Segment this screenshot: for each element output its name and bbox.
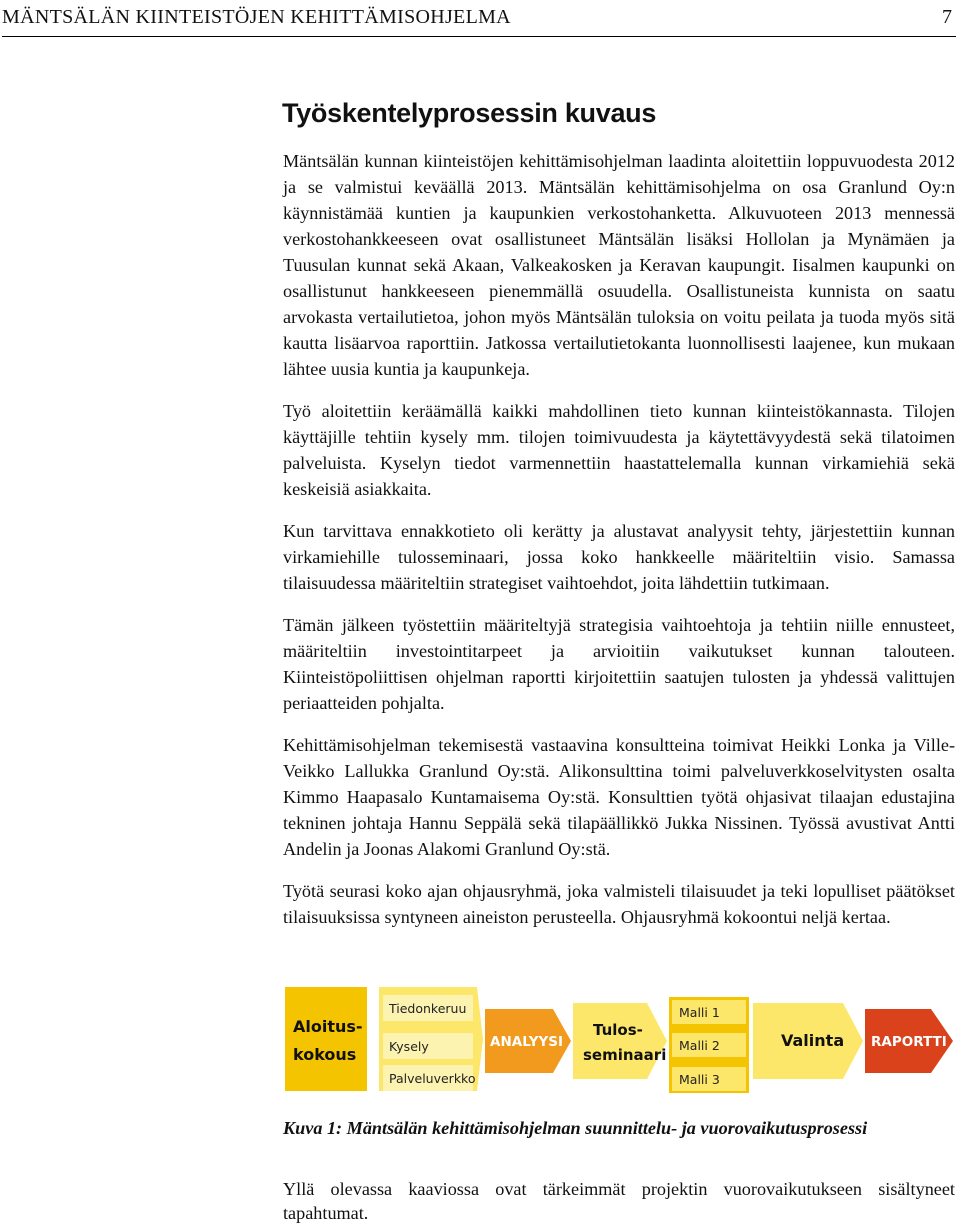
seminar-label-line2: seminaari xyxy=(583,1046,667,1064)
input-label-3: Palveluverkko xyxy=(389,1071,476,1086)
running-header xyxy=(2,2,956,37)
paragraph: Työ aloitettiin keräämällä kaikki mahdollinen tieto kunnan kiinteistökannasta. Tilojen käyttäjille tehtiin kysely mm. tilojen toimivuudesta ja käytettävyydestä sekä tilatoimen palveluista. Kyselyn tiedot varmennettiin haastattelemalla kunnan virkamiehiä sekä keskeisiä asiakkaita. xyxy=(283,401,955,499)
paragraph: Työtä seurasi koko ajan ohjausryhmä, joka valmisteli tilaisuudet ja teki lopulliset päätökset tilaisuuksissa syntyneen aineiston perusteella. Ohjausryhmä kokoontui neljä kertaa. xyxy=(283,881,955,927)
figure-caption: Kuva 1: Mäntsälän kehittämisohjelman suunnittelu- ja vuorovaikutusprosessi xyxy=(283,1118,868,1138)
start-label-line2: kokous xyxy=(293,1045,357,1064)
process-diagram xyxy=(283,985,955,1093)
input-label-2: Kysely xyxy=(389,1039,429,1054)
analysis-label: ANALYYSI xyxy=(490,1034,563,1050)
paragraph: Kun tarvittava ennakkotieto oli kerätty ja alustavat analyysit tehty, järjestettiin kunnan virkamiehille tulosseminaari, jossa koko hankkeelle määriteltiin visio. Samassa tilaisuudessa määriteltiin strategiset vaihtoehdot, joita lähdettiin tutkimaan. xyxy=(283,521,955,593)
selection-label: Valinta xyxy=(781,1031,845,1050)
body-text xyxy=(283,148,955,946)
model-label-2: Malli 2 xyxy=(679,1038,720,1053)
seminar-label-line1: Tulos- xyxy=(593,1021,643,1039)
inputs-arrow-tip xyxy=(477,987,483,1091)
paragraph: Tämän jälkeen työstettiin määriteltyjä strategisia vaihtoehtoja ja tehtiin niille ennusteet, määriteltiin investointitarpeet ja arvioitiin vaikutukset kunnan talouteen. Kiinteistöpoliittisen ohjelman raportti kirjoitettiin saatujen tulosten ja yhdessä valittujen periaatteiden pohjalta. xyxy=(283,615,955,713)
seminar-arrow xyxy=(573,1003,667,1079)
model-label-1: Malli 1 xyxy=(679,1005,720,1020)
closing-paragraph: Yllä olevassa kaaviossa ovat tärkeimmät projektin vuorovaikutukseen sisältyneet tapahtumat. xyxy=(283,1179,955,1223)
section-heading: Työskentelyprosessin kuvaus xyxy=(282,98,657,128)
start-label-line1: Aloitus- xyxy=(293,1017,363,1036)
start-box xyxy=(285,987,367,1091)
input-label-1: Tiedonkeruu xyxy=(389,1001,467,1016)
paragraph: Kehittämisohjelman tekemisestä vastaavina konsultteina toimivat Heikki Lonka ja Ville-Veikko Lallukka Granlund Oy:stä. Alikonsulttina toimi palveluverkkoselvitysten osalta Kimmo Haapasalo Kuntamaisema Oy:stä. Konsulttien työtä ohjasivat tilaajan edustajina tekninen johtaja Hannu Seppälä sekä tilapäällikkö Jukka Nissinen. Työssä avustivat Antti Andelin ja Joonas Alakomi Granlund Oy:stä. xyxy=(283,735,955,859)
model-label-3: Malli 3 xyxy=(679,1072,720,1087)
process-diagram-svg xyxy=(283,985,955,1093)
report-label: RAPORTTI xyxy=(871,1034,947,1050)
paragraph: Mäntsälän kunnan kiinteistöjen kehittämisohjelman laadinta aloitettiin loppuvuodesta 2012 ja se valmistui keväällä 2013. Mäntsälän kehittämisohjelma on osa Granlund Oy:n käynnistämää kuntien ja kaupunkien verkostohanketta. Alkuvuoteen 2013 mennessä verkostohankkeeseen ovat osallistuneet Mäntsälän lisäksi Hollolan ja Mynämäen ja Tuusulan kunnat sekä Akaan, Valkeakosken ja Keravan kaupungit. Iisalmen kaupunki on osallistunut hankkeeseen pienemmällä osuudella. Osallistuneista kunnista on saatu arvokasta vertailutietoa, johon myös Mäntsälän tuloksia on voitu peilata ja tuoda myös sitä kautta lisäarvoa raporttiin. Jatkossa vertailutietokanta luonnollisesti laajenee, kun mukaan lähtee uusia kuntia ja kaupunkeja. xyxy=(283,151,955,379)
document-title: MÄNTSÄLÄN KIINTEISTÖJEN KEHITTÄMISOHJELMA xyxy=(2,6,511,28)
page-number: 7 xyxy=(942,6,952,28)
